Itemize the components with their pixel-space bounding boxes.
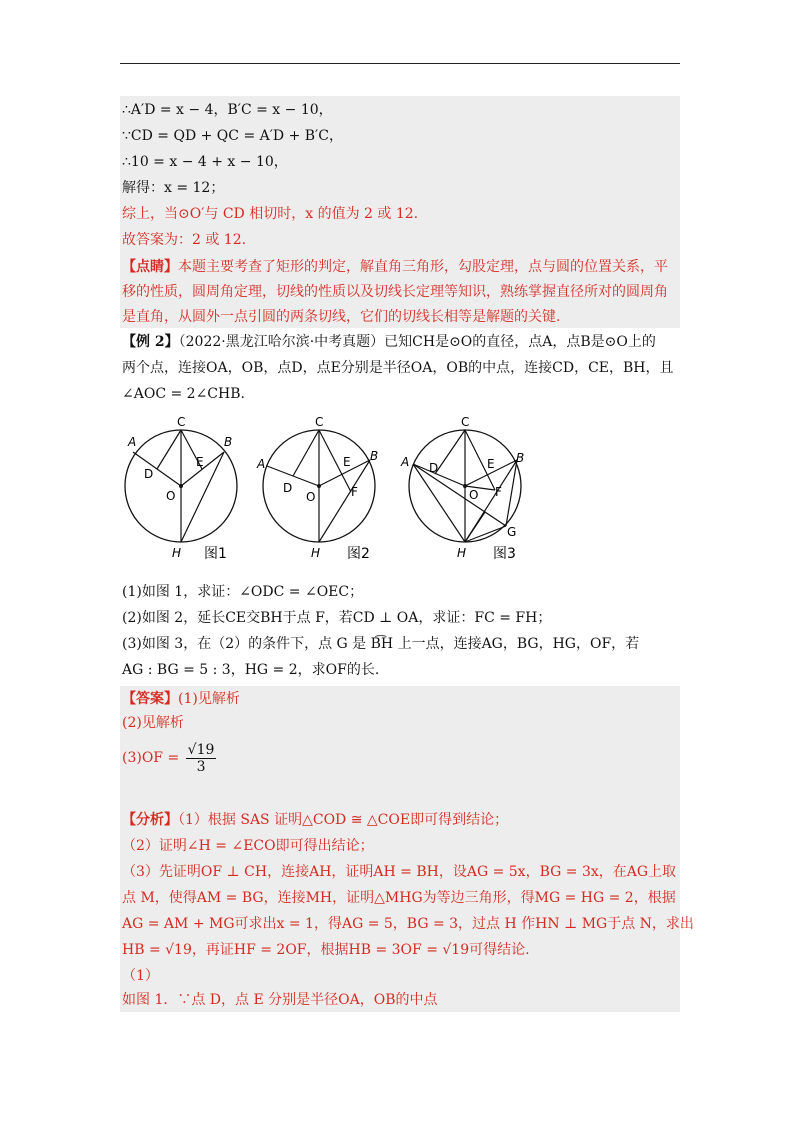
fig1-label-h: H [172,546,182,560]
example-tag: 【例 2】 [122,334,179,350]
answer-text-1: (1)见解析 [178,691,240,707]
fig2-label-f: F [351,485,358,499]
answer-3-prefix: (3)OF = [122,750,180,766]
analysis-line-2: （2）证明∠H = ∠ECO即可得出结论； [122,838,374,854]
dianjing-line-3: 是直角，从圆外一点引圆的两条切线，它们的切线长相等是解题的关键. [122,309,561,325]
analysis-line-5: AG = AM + MG可求出x = 1，得AG = 5，BG = 3，过点 H 作HN ⊥ MG于点 N，求出 [122,916,694,932]
fig3-label-d: D [429,461,439,475]
fig1-caption: 图1 [204,546,227,562]
fig3-label-c: C [461,415,470,429]
fig3-label-a: A [401,455,410,469]
fig2-label-e: E [343,455,351,469]
analysis-text-1: （1）根据 SAS 证明△COD ≅ △COE即可得到结论； [178,812,509,828]
fig1-label-b: B [224,435,233,449]
solution-line-6: 故答案为：2 或 12. [122,232,247,248]
fig1-label-d: D [144,467,154,481]
example-line-3: ∠AOC = 2∠CHB. [122,386,245,402]
solution-line-3: ∴10 = x − 4 + x − 10， [122,154,288,170]
analysis-line-3: （3）先证明OF ⊥ CH，连接AH，证明AH = BH，设AG = 5x，BG = 3x，在AG上取 [122,864,677,880]
question-2: (2)如图 2，延长CE交BH于点 F，若CD ⊥ OA，求证：FC = FH； [122,610,552,626]
fig1-label-c: C [177,415,186,429]
fig3-label-o: O [469,488,479,502]
answer-3-numerator: √19 [187,741,215,758]
fig3-label-b: B [516,451,525,465]
answer-line-2: (2)见解析 [122,715,184,731]
solution-line-5: 综上，当⊙O′与 CD 相切时，x 的值为 2 或 12. [122,206,419,222]
answer-line-1 [122,689,240,709]
fig2-label-b: B [370,449,379,463]
dianjing-text-1: 本题主要考查了矩形的判定，解直角三角形，勾股定理，点与圆的位置关系，平 [178,259,668,275]
question-1: (1)如图 1，求证：∠ODC = ∠OEC； [122,584,364,600]
fig1-label-o: O [166,489,176,503]
solution-line-2: ∵CD = QD + QC = A′D + B′C， [122,128,343,144]
fig3-label-g: G [507,525,517,539]
answer-3-denominator: 3 [196,758,206,775]
fig3-label-h: H [457,546,467,560]
analysis-line-1 [122,810,508,830]
analysis-line-4: 点 M，使得AM = BG，连接MH，证明△MHG为等边三角形，得MG = HG = 2，根据 [122,890,676,906]
fig3-label-e: E [487,457,495,471]
example-line-2: 两个点，连接OA，OB，点D，点E分别是半径OA，OB的中点，连接CD，CE，BH，且 [122,360,674,376]
analysis-line-8: 如图 1．∵点 D，点 E 分别是半径OA，OB的中点 [122,992,438,1008]
question-3b: AG : BG = 5 : 3，HG = 2，求OF的长. [122,662,380,678]
fig2-label-d: D [283,481,293,495]
question-3a: (3)如图 3，在（2）的条件下，点 G 是 B͡H 上一点，连接AG，BG，HG，OF，若 [122,636,640,652]
fig1-label-e: E [196,455,204,469]
dianjing-line-1 [122,257,668,277]
fig2-label-a: A [257,457,266,471]
solution-line-1: ∴A′D = x − 4，B′C = x − 10， [122,102,333,118]
answer-line-3 [122,738,216,778]
analysis-line-7: （1） [122,968,159,984]
figure-3 [397,412,532,564]
analysis-line-6: HB = √19，再证HF = 2OF，根据HB = 3OF = √19可得结论. [122,942,530,958]
fig3-caption: 图3 [493,546,516,562]
dianjing-line-2: 移的性质，圆周角定理，切线的性质以及切线长定理等知识，熟练掌握直径所对的圆周角 [122,284,668,300]
answer-tag: 【答案】 [122,691,178,707]
analysis-tag: 【分析】 [122,812,178,828]
fig3-label-f: F [495,485,502,499]
fig2-label-c: C [315,415,324,429]
figure-1 [120,412,245,564]
fig2-label-o: O [306,490,316,504]
figure-2 [255,412,385,564]
fig1-label-a: A [128,435,137,449]
solution-line-4: 解得：x = 12； [122,180,225,196]
header-rule [120,63,680,64]
fig2-caption: 图2 [347,546,370,562]
example-text-1: （2022·黑龙江哈尔滨·中考真题）已知CH是⊙O的直径，点A，点B是⊙O上的 [178,334,656,350]
fig2-label-h: H [311,546,321,560]
dianjing-tag: 【点睛】 [122,259,178,275]
answer-3-fraction [186,742,217,775]
example-line-1 [122,332,656,352]
